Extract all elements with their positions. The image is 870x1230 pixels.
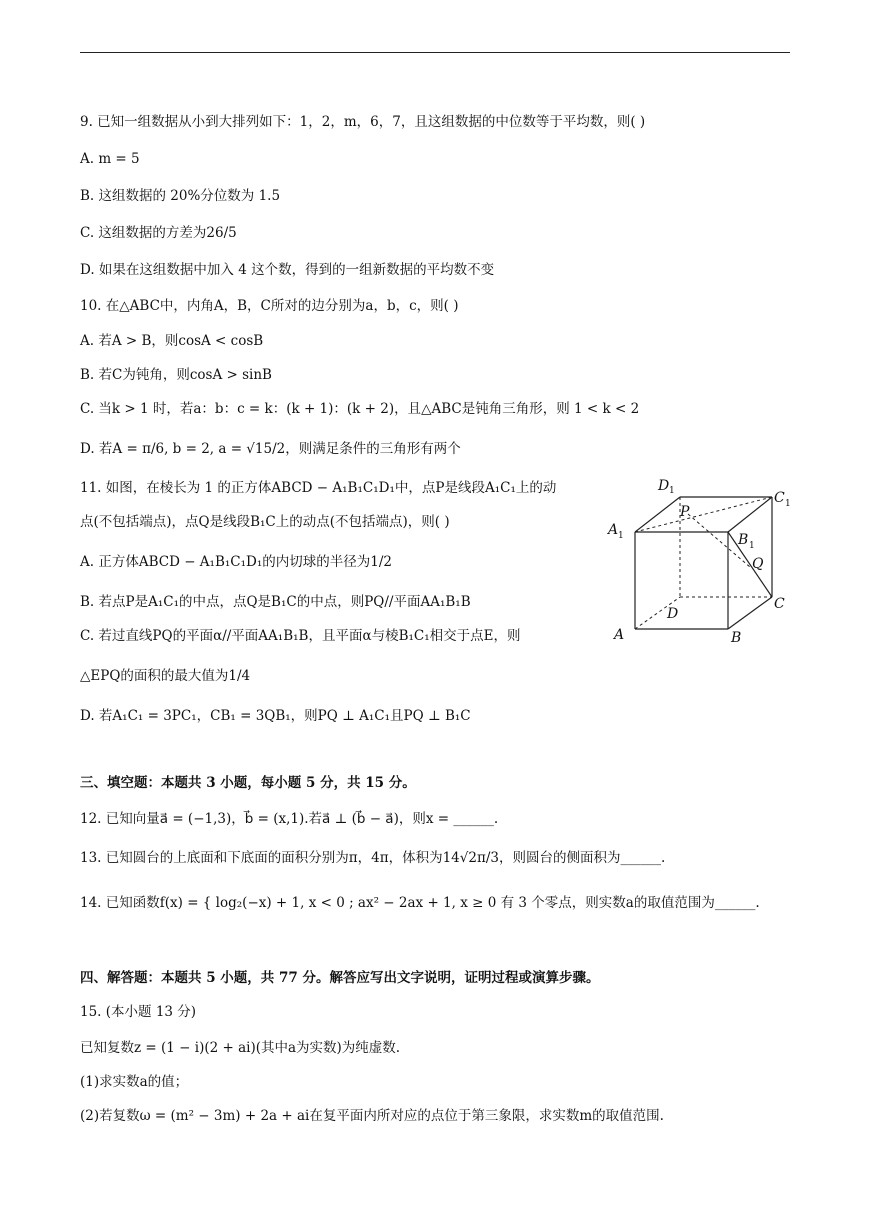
question-11-continued: 点(不包括端点)，点Q是线段B₁C上的动点(不包括端点)，则( ) bbox=[80, 514, 450, 530]
question-15-header: 15. (本小题 13 分) bbox=[80, 1004, 197, 1020]
label-a1: A bbox=[608, 522, 619, 538]
edge-b1-c1 bbox=[728, 497, 772, 532]
q10-option-b: B. 若C为钝角，则cosA > sinB bbox=[80, 367, 272, 383]
q9-option-b: B. 这组数据的 20%分位数为 1.5 bbox=[80, 188, 281, 204]
label-q: Q bbox=[752, 556, 764, 572]
q11-option-b: B. 若点P是A₁C₁的中点，点Q是B₁C的中点，则PQ//平面AA₁B₁B bbox=[80, 594, 471, 610]
label-d: D bbox=[667, 606, 679, 622]
q11-option-c-continued: △EPQ的面积的最大值为1/4 bbox=[80, 668, 251, 684]
label-a: A bbox=[614, 627, 625, 643]
question-10: 10. 在△ABC中，内角A，B，C所对的边分别为a，b，c，则( ) bbox=[80, 298, 459, 314]
edge-b-c bbox=[728, 597, 772, 629]
label-d1: D bbox=[658, 478, 670, 494]
header-rule bbox=[80, 52, 790, 53]
q11-option-a: A. 正方体ABCD − A₁B₁C₁D₁的内切球的半径为1/2 bbox=[80, 554, 392, 570]
label-d1-sub: 1 bbox=[669, 486, 675, 496]
question-13: 13. 已知圆台的上底面和下底面的面积分别为π，4π，体积为14√2π/3，则圆台的侧面积为______. bbox=[80, 850, 666, 866]
cube-diagram bbox=[600, 472, 800, 652]
label-a1-sub: 1 bbox=[618, 531, 624, 541]
cube-figure bbox=[600, 472, 800, 652]
q9-option-d: D. 如果在这组数据中加入 4 这个数，得到的一组新数据的平均数不变 bbox=[80, 262, 495, 278]
question-14: 14. 已知函数f(x) = { log₂(−x) + 1, x < 0 ; ax² − 2ax + 1, x ≥ 0 有 3 个零点，则实数a的取值范围为______. bbox=[80, 895, 760, 911]
label-c: C bbox=[774, 596, 785, 612]
section-3-heading: 三、填空题：本题共 3 小题，每小题 5 分，共 15 分。 bbox=[80, 775, 416, 791]
section-4-heading: 四、解答题：本题共 5 小题，共 77 分。解答应写出文字说明，证明过程或演算步骤。 bbox=[80, 970, 600, 986]
label-b: B bbox=[731, 630, 742, 646]
question-15-part-1: (1)求实数a的值； bbox=[80, 1074, 189, 1090]
q10-option-a: A. 若A > B，则cosA < cosB bbox=[80, 333, 264, 349]
label-c1: C bbox=[774, 490, 785, 506]
q10-option-c: C. 当k > 1 时，若a：b：c = k：(k + 1)：(k + 2)，且△ABC是钝角三角形，则 1 < k < 2 bbox=[80, 401, 640, 417]
question-11: 11. 如图，在棱长为 1 的正方体ABCD − A₁B₁C₁D₁中，点P是线段A₁C₁上的动 bbox=[80, 480, 557, 496]
question-15-stem: 已知复数z = (1 − i)(2 + ai)(其中a为实数)为纯虚数. bbox=[80, 1040, 401, 1056]
label-b1: B bbox=[738, 532, 749, 548]
q11-option-c: C. 若过直线PQ的平面α//平面AA₁B₁B，且平面α与棱B₁C₁相交于点E，则 bbox=[80, 628, 521, 644]
question-9: 9. 已知一组数据从小到大排列如下：1，2，m，6，7，且这组数据的中位数等于平均数，则( ) bbox=[80, 114, 646, 130]
q9-option-c: C. 这组数据的方差为26/5 bbox=[80, 225, 237, 241]
question-15-part-2: (2)若复数ω = (m² − 3m) + 2a + ai在复平面内所对应的点位于第三象限，求实数m的取值范围. bbox=[80, 1108, 664, 1124]
edge-a1-d1 bbox=[635, 497, 680, 532]
label-b1-sub: 1 bbox=[749, 541, 755, 551]
q11-option-d: D. 若A₁C₁ = 3PC₁，CB₁ = 3QB₁，则PQ ⊥ A₁C₁且PQ ⊥ B₁C bbox=[80, 708, 471, 724]
label-p: P bbox=[680, 504, 690, 520]
label-c1-sub: 1 bbox=[785, 499, 791, 509]
q10-option-d: D. 若A = π/6, b = 2, a = √15/2，则满足条件的三角形有两个 bbox=[80, 441, 461, 457]
question-12: 12. 已知向量a⃗ = (−1,3)，b⃗ = (x,1).若a⃗ ⊥ (b⃗ − a⃗)，则x = ______. bbox=[80, 811, 499, 827]
q9-option-a: A. m = 5 bbox=[80, 151, 140, 167]
